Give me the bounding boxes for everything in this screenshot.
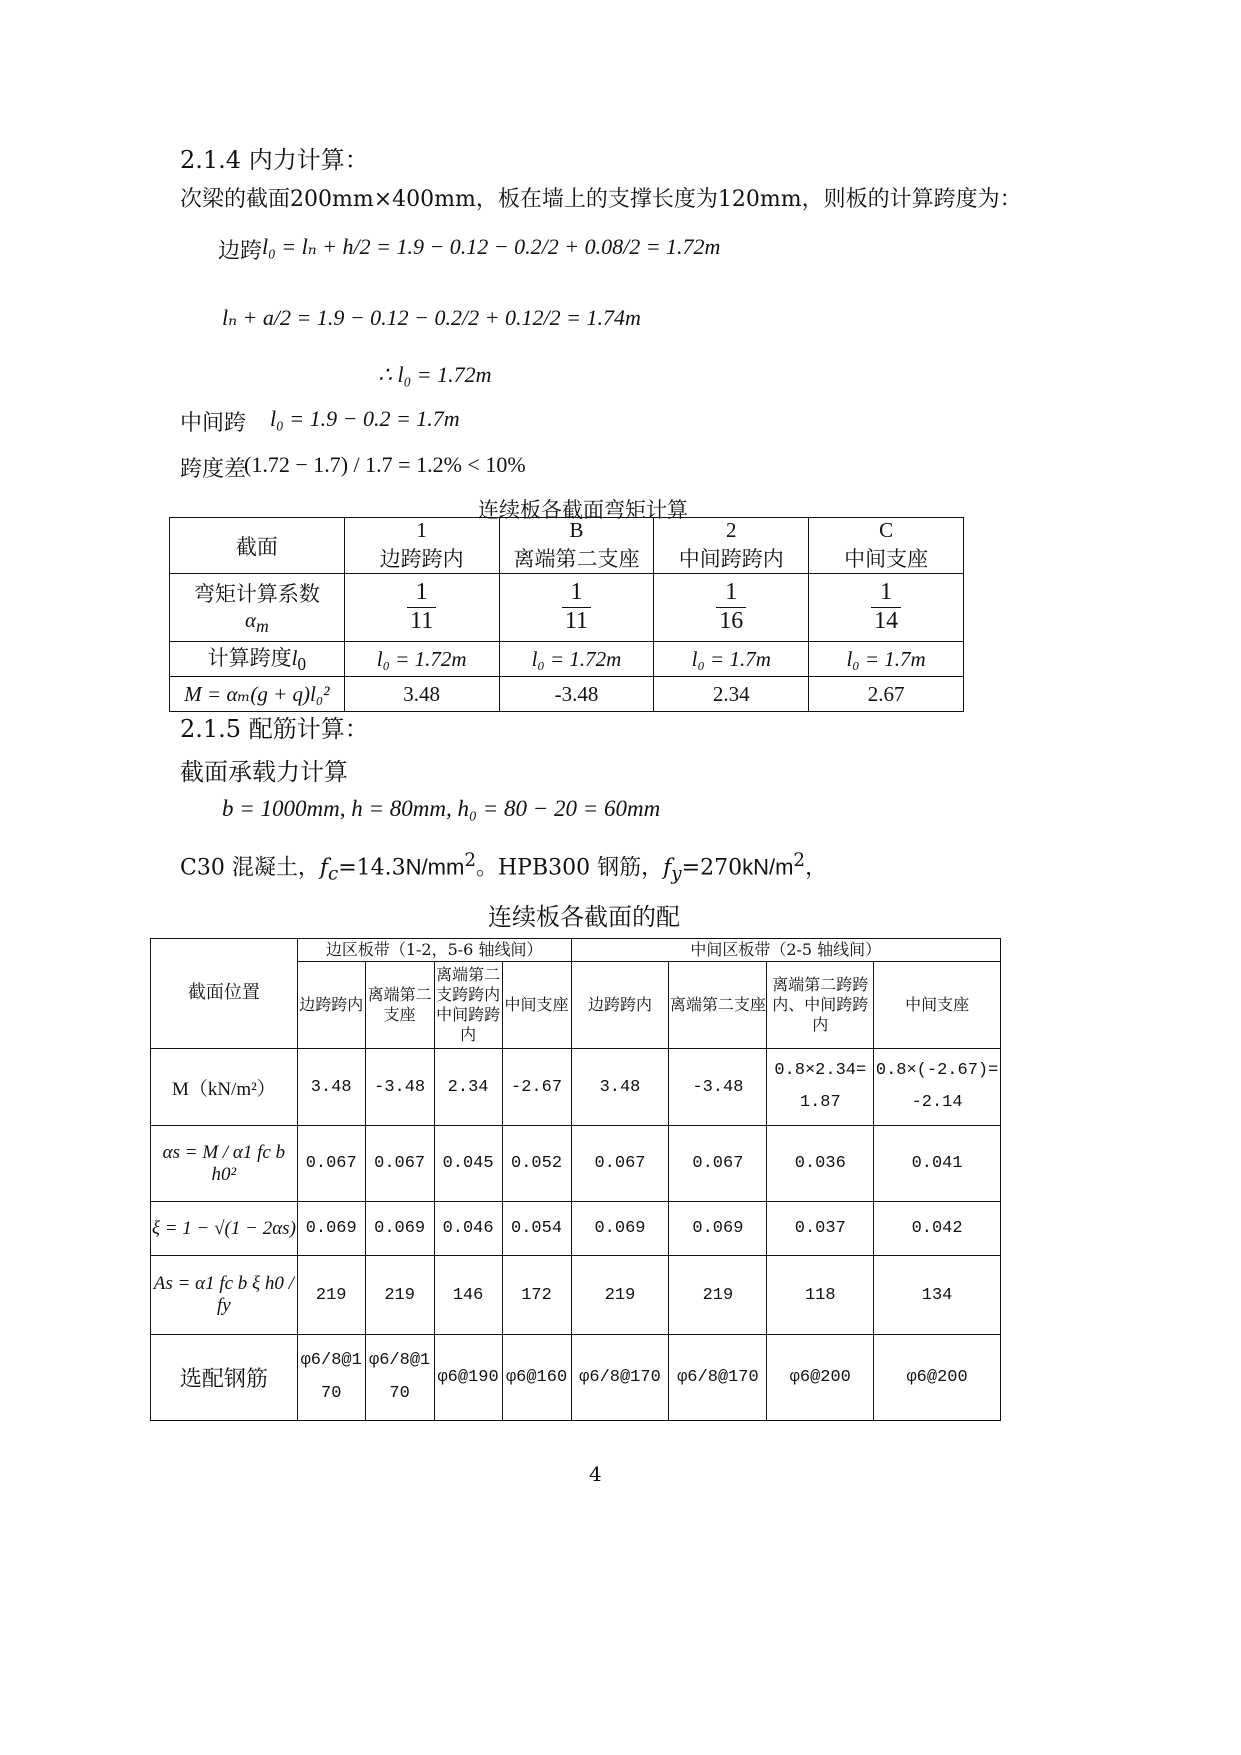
table2-cell: φ6@160 <box>502 1335 571 1421</box>
table1-coef-cell: $\frac{1}{11}$ <box>344 574 499 642</box>
table1-moment-row <box>170 677 964 712</box>
table2-cell: 0.036 <box>767 1126 874 1202</box>
table2-alpha-label: αs = M / α1 fc b h0² <box>151 1126 298 1202</box>
fy-unit-exponent: 2 <box>793 850 806 871</box>
table2-cell: 0.067 <box>571 1126 669 1202</box>
table2-moment-label: M（kN/m²） <box>151 1049 298 1126</box>
mid-span-equation: l₀ = 1.9 − 0.2 = 1.7m <box>270 406 460 431</box>
section-heading-2-1-4: 2.1.4 内力计算： <box>180 146 369 174</box>
concrete-text: C30 混凝土， <box>180 855 320 881</box>
table2-cell: φ6/8@170 <box>669 1335 767 1421</box>
table2-alpha-row <box>151 1126 1001 1202</box>
table2-subheader: 边跨跨内 <box>297 962 365 1049</box>
table1-span-cell: l₀ = 1.72m <box>499 642 654 677</box>
table2-cell: 0.069 <box>365 1202 434 1256</box>
table2-cell: 219 <box>571 1256 669 1335</box>
table1-span-cell: l₀ = 1.7m <box>654 642 809 677</box>
table2-cell: 3.48 <box>571 1049 669 1126</box>
mid-span-label: 中间跨 <box>180 411 247 436</box>
fy-subscript: y <box>671 863 682 885</box>
fy-value: =270 <box>681 855 743 881</box>
fc-unit-exponent: 2 <box>464 850 476 871</box>
col-number: C <box>879 518 894 542</box>
table1-moment-cell: 2.67 <box>809 677 964 712</box>
table2-cell: 0.069 <box>297 1202 365 1256</box>
table1-header-col-c <box>809 518 964 574</box>
table2-cell: 2.34 <box>434 1049 502 1126</box>
table2-cell: 134 <box>874 1256 1001 1335</box>
coef-symbol: $\alpha_m$ <box>245 607 269 637</box>
page-number: 4 <box>589 1462 602 1486</box>
table2-cell: φ6/8@170 <box>297 1335 365 1421</box>
table2-as-label: As = α1 fc b ξ h0 / fy <box>151 1256 298 1335</box>
table2-cell: -2.67 <box>502 1049 571 1126</box>
span-difference-label: 跨度差 <box>180 457 247 482</box>
table2-cell: φ6/8@170 <box>365 1335 434 1421</box>
edge-span-conclusion: ∴ l₀ = 1.72m <box>378 362 492 387</box>
table2-cell: 219 <box>297 1256 365 1335</box>
table1-span-label: 计算跨度$l_0$ <box>170 642 345 677</box>
moment-table <box>169 517 964 712</box>
table2-cell: 0.069 <box>571 1202 669 1256</box>
materials-line <box>180 850 827 885</box>
table2-middle-strip-header: 中间区板带（2-5 轴线间） <box>571 939 1000 962</box>
intro-paragraph: 次梁的截面200mm×400mm，板在墙上的支撑长度为120mm，则板的计算跨度为： <box>180 187 1022 212</box>
table2-caption: 连续板各截面的配 <box>488 903 680 931</box>
table1-moment-label: M = αₘ(g + q)l₀² <box>170 677 345 712</box>
span-difference-equation: (1.72 − 1.7) / 1.7 = 1.2% < 10% <box>244 452 526 477</box>
col-name: 中间跨跨内 <box>678 547 784 571</box>
dimension-equation: b = 1000mm, h = 80mm, h₀ = 80 − 20 = 60mm <box>222 796 661 821</box>
capacity-title: 截面承载力计算 <box>180 758 348 786</box>
fy-symbol: f <box>663 855 672 881</box>
table1-header-col-2 <box>654 518 809 574</box>
table1-span-row <box>170 642 964 677</box>
table1-moment-cell: 2.34 <box>654 677 809 712</box>
table1-coef-cell: $\frac{1}{14}$ <box>809 574 964 642</box>
edge-span-label: 边跨 <box>218 238 263 263</box>
table2-subheader: 中间支座 <box>874 962 1001 1049</box>
col-name: 离端第二支座 <box>513 547 640 571</box>
table2-cell: 0.042 <box>874 1202 1001 1256</box>
table2-cell: 0.052 <box>502 1126 571 1202</box>
table2-cell: φ6@200 <box>874 1335 1001 1421</box>
edge-span-equation-1: l₀ = lₙ + h/2 = 1.9 − 0.12 − 0.2/2 + 0.08/2 = 1.72m <box>262 234 721 259</box>
table2-cell: 219 <box>365 1256 434 1335</box>
table2-cell: φ6/8@170 <box>571 1335 669 1421</box>
table2-cell: 172 <box>502 1256 571 1335</box>
col-name: 边跨跨内 <box>379 547 464 571</box>
table2-cell: 0.067 <box>365 1126 434 1202</box>
table1-header-row <box>170 518 964 574</box>
table2-cell: 0.067 <box>669 1126 767 1202</box>
materials-end: ， <box>805 855 828 881</box>
table1-coef-label <box>170 574 345 642</box>
table2-cell: 0.045 <box>434 1126 502 1202</box>
table2-cell: 3.48 <box>297 1049 365 1126</box>
fc-symbol: f <box>319 855 328 881</box>
table2-edge-strip-header: 边区板带（1-2，5-6 轴线间） <box>297 939 571 962</box>
table2-cell: φ6@190 <box>434 1335 502 1421</box>
section-heading-2-1-5: 2.1.5 配筋计算： <box>180 715 369 743</box>
table1-span-cell: l₀ = 1.7m <box>809 642 964 677</box>
table1-moment-cell: -3.48 <box>499 677 654 712</box>
table2-cell: 146 <box>434 1256 502 1335</box>
table1-caption: 连续板各截面弯矩计算 <box>478 498 688 522</box>
table2-steel-row <box>151 1335 1001 1421</box>
coef-label-text: 弯矩计算系数 <box>193 581 320 606</box>
table2-cell: 219 <box>669 1256 767 1335</box>
edge-span-equation-2: lₙ + a/2 = 1.9 − 0.12 − 0.2/2 + 0.12/2 = 1.74m <box>222 305 641 330</box>
table2-cell: 0.041 <box>874 1126 1001 1202</box>
table2-moment-row <box>151 1049 1001 1126</box>
table2-cell: 0.054 <box>502 1202 571 1256</box>
table1-header-col-b <box>499 518 654 574</box>
col-number: 2 <box>726 518 737 542</box>
table2-cell: 118 <box>767 1256 874 1335</box>
table2-subheader: 离端第二跨跨内、中间跨跨内 <box>767 962 874 1049</box>
table2-cell: 0.067 <box>297 1126 365 1202</box>
table2-xi-row <box>151 1202 1001 1256</box>
fc-value: =14.3 <box>338 855 406 881</box>
table2-xi-label: ξ = 1 − √(1 − 2αs) <box>151 1202 298 1256</box>
table2-cell: -3.48 <box>365 1049 434 1126</box>
reinforcement-table <box>150 938 1001 1421</box>
table1-coef-row <box>170 574 964 642</box>
table1-coef-cell: $\frac{1}{16}$ <box>654 574 809 642</box>
table2-cell: φ6@200 <box>767 1335 874 1421</box>
table2-position-label: 截面位置 <box>151 939 298 1049</box>
table2-cell: 0.037 <box>767 1202 874 1256</box>
table2-cell: 0.8×(-2.67)=-2.14 <box>874 1049 1001 1126</box>
table2-as-row <box>151 1256 1001 1335</box>
table2-cell: -3.48 <box>669 1049 767 1126</box>
table2-subheader: 离端第二支跨跨内中间跨跨内 <box>434 962 502 1049</box>
table2-subheader: 中间支座 <box>502 962 571 1049</box>
table1-header-section: 截面 <box>170 518 345 574</box>
table2-group-row <box>151 939 1001 962</box>
table2-cell: 0.8×2.34=1.87 <box>767 1049 874 1126</box>
fy-unit: kN/m <box>742 854 794 880</box>
fc-unit: N/mm <box>405 854 465 880</box>
table2-subheader: 离端第二支座 <box>365 962 434 1049</box>
table2-cell: 0.069 <box>669 1202 767 1256</box>
table2-steel-label: 选配钢筋 <box>151 1335 298 1421</box>
fc-subscript: c <box>327 863 339 885</box>
table1-span-cell: l₀ = 1.72m <box>344 642 499 677</box>
table2-subheader: 离端第二支座 <box>669 962 767 1049</box>
table1-moment-cell: 3.48 <box>344 677 499 712</box>
table1-header-col-1 <box>344 518 499 574</box>
table2-subheader: 边跨跨内 <box>571 962 669 1049</box>
table1-coef-cell: $\frac{1}{11}$ <box>499 574 654 642</box>
col-number: 1 <box>416 518 427 542</box>
steel-text: 。HPB300 钢筋， <box>476 855 664 881</box>
col-name: 中间支座 <box>844 547 929 571</box>
table2-cell: 0.046 <box>434 1202 502 1256</box>
col-number: B <box>569 518 584 542</box>
